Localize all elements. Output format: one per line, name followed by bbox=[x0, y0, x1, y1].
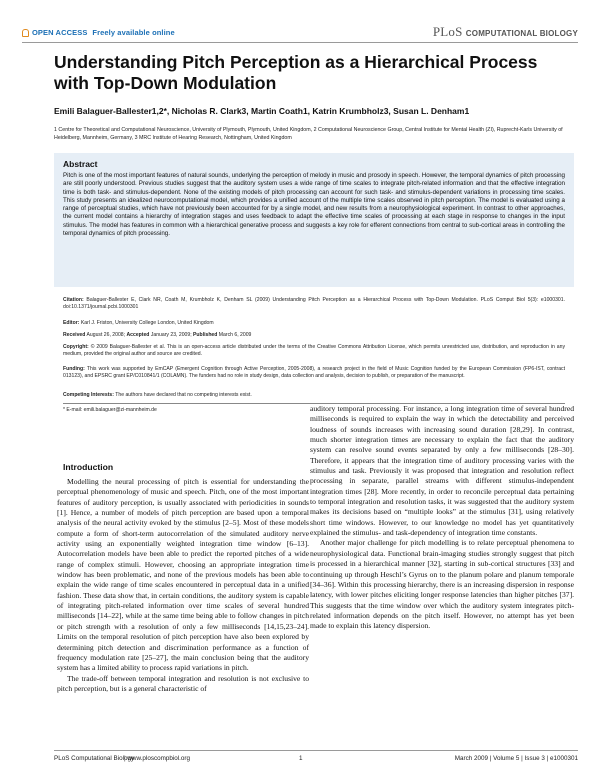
accepted-date: January 23, 2009; bbox=[150, 332, 192, 338]
footer-url-link[interactable]: | www.ploscompbiol.org bbox=[124, 755, 191, 762]
dates-block bbox=[63, 332, 565, 339]
citation-text: Balaguer-Ballester E, Clark NR, Coath M, Krumbholz K, Denham SL (2009) Understanding Pitch Perception as a Hierarchical Process with Top-Down Modulation. PLoS Comput Biol 5(3): e1000301. doi:10.1371/journal.pcbi.1000301 bbox=[63, 297, 565, 311]
header-divider bbox=[22, 42, 578, 43]
journal-logo-name: COMPUTATIONAL BIOLOGY bbox=[465, 29, 578, 38]
received-label: Received bbox=[63, 332, 86, 338]
author-list: Emili Balaguer-Ballester1,2*, Nicholas R. Clark3, Martin Coath1, Katrin Krumbholz3, Susan L. Denham1 bbox=[54, 106, 470, 116]
open-access-label: OPEN ACCESS bbox=[32, 28, 88, 37]
article-title: Understanding Pitch Perception as a Hierarchical Process with Top-Down Modulation bbox=[54, 52, 538, 93]
body-column-right bbox=[310, 404, 574, 632]
competing-interests-text: The authors have declared that no competing interests exist. bbox=[115, 392, 252, 398]
abstract-heading: Abstract bbox=[63, 159, 98, 169]
published-label: Published bbox=[193, 332, 218, 338]
page-number: 1 bbox=[299, 755, 303, 762]
intro-paragraph-3: auditory temporal processing. For instance, a long integration time of several hundred milliseconds is required to explain the way in which the detectability and perceived loudness of sounds increases with increasing sound duration [28,29]. In contrast, much shorter integration times are necessary to explain the fact that the auditory system can resolve sound events separated by only a few milliseconds [28–30]. Therefore, it appears that the integration time of auditory processing varies with the stimulus and task. Previously it was proposed that integration and resolution reflect processing in separate, parallel streams with different stimulus-independent integration times [28]. More recently, in order to reconcile perceptual data pertaining to temporal integration and resolution tasks, it was suggested that the auditory system makes its decisions based on “multiple looks” at the stimulus [31], using relatively short time windows. However, to our knowledge no model has yet quantitatively explained the stimulus- and task-dependency of integration time constants. bbox=[310, 404, 574, 538]
published-date: March 6, 2009 bbox=[218, 332, 252, 338]
footer-divider bbox=[54, 750, 578, 751]
open-lock-icon bbox=[22, 29, 29, 37]
intro-paragraph-2: The trade-off between temporal integration and resolution is not exclusive to pitch perception, but is a general characteristic of bbox=[57, 673, 309, 693]
free-availability-label: Freely available online bbox=[92, 28, 175, 37]
competing-interests-block bbox=[63, 392, 565, 399]
copyright-label: Copyright: bbox=[63, 344, 89, 350]
editor-block bbox=[63, 320, 565, 327]
footer-issue-info: March 2009 | Volume 5 | Issue 3 | e1000301 bbox=[454, 755, 578, 762]
abstract-text: Pitch is one of the most important features of natural sounds, underlying the perception of melody in music and prosody in speech. However, the temporal dynamics of pitch processing are still poorly understood. Previous studies suggest that the auditory system uses a wide range of time scales to integrate pitch-related information and that the effective integration time is both task- and stimulus-dependent. None of the existing models of pitch processing can account for such task- and stimulus-dependent variations in processing time scales. This study presents an idealized neurocomputational model, which provides a unified account of the multiple time scales observed in pitch perception. The model is evaluated using a range of perceptual studies, which have not previously been accounted for by a single model, and new results from a neurophysiological experiment. In contrast to other approaches, the current model contains a hierarchy of integration stages and uses feedback to adapt the effective time scales of processing at each stage in response to changes in the input stimulus. The model has features in common with a hierarchical generative process and suggests a key role for efferent connections from central to sub-cortical areas in controlling the temporal dynamics of pitch processing. bbox=[63, 172, 565, 238]
funding-block bbox=[63, 366, 565, 381]
citation-label: Citation: bbox=[63, 297, 84, 303]
journal-logo-plos: PLoS bbox=[432, 24, 463, 39]
intro-paragraph-4: Another major challenge for pitch modelling is to relate perceptual phenomena to neurophysiological data. Functional brain-imaging studies strongly suggest that pitch is processed in a hierarchical manner [32], starting in sub-cortical structures [33] and continuing up through Heschl’s Gyrus on to the planum polare and planum temporale [34–36]. Within this processing hierarchy, there is an increasing dispersion in response latency, with lower pitches eliciting longer response latencies than higher pitches [37]. This suggests that the time window over which the auditory system integrates pitch-related information depends on the pitch itself. However, no attempt has yet been made to explain this latency dispersion. bbox=[310, 538, 574, 631]
editor-label: Editor: bbox=[63, 320, 80, 326]
citation-block bbox=[63, 297, 565, 312]
body-column-left bbox=[57, 477, 309, 694]
affiliations: 1 Centre for Theoretical and Computational Neuroscience, University of Plymouth, Plymouth, United Kingdom, 2 Computational Neuroscience Group, Central Institute for Mental Health (ZI), Ruprecht-Karls University of Heidelberg, Mannheim, Germany, 3 MRC Institute of Hearing Research, Nottingham, United Kingdom bbox=[54, 127, 563, 142]
open-access-badge bbox=[22, 28, 175, 37]
introduction-heading: Introduction bbox=[63, 462, 114, 472]
competing-interests-label: Competing Interests: bbox=[63, 392, 114, 398]
footer-journal-name: PLoS Computational Biology bbox=[54, 755, 135, 762]
intro-paragraph-1: Modelling the neural processing of pitch is essential for understanding the perceptual phenomenology of music and speech. Pitch, one of the most important features of auditory perception, is usually associated with periodicities in sounds [1]. Hence, a number of models of pitch perception are based upon a temporal analysis of the neural activity evoked by the stimulus [2–5]. Most of these models compute a form of short-term autocorrelation of the simulated auditory nerve activity using an exponentially weighted integration time window [6–13]. Autocorrelation models have been able to predict the reported pitches of a wide range of complex stimuli. However, choosing an appropriate integration time window has been problematic, and none of the previous models has been able to explain the wide range of time scales encountered in perceptual data in a unified fashion. These data show that, in certain conditions, the auditory system is capable of integrating pitch-related information over time scales of several hundred milliseconds [14–22], while at the same time being able to follow changes in pitch or pitch strength with a resolution of only a few milliseconds [14,15,23–24]. Limits on the temporal resolution of pitch perception have also been explored by determining pitch detection and discrimination performance as a function of frequency modulation rate [25–27], the main conclusion being that the auditory system has a limited ability to process rapid variations in pitch. bbox=[57, 477, 309, 673]
email-line: * E-mail: emili.balaguer@zi-mannheim.de bbox=[63, 407, 157, 413]
accepted-label: Accepted bbox=[126, 332, 150, 338]
received-date: August 26, 2008; bbox=[86, 332, 126, 338]
journal-logo bbox=[433, 24, 578, 40]
copyright-text: © 2009 Balaguer-Ballester et al. This is an open-access article distributed under the terms of the Creative Commons Attribution License, which permits unrestricted use, distribution, and reproduction in any medium, provided the original author and source are credited. bbox=[63, 344, 565, 358]
funding-text: This work was supported by EmCAP (Emergent Cognition through Active Perception, 2005-2008), a research project in the field of Music Cognition funded by the European Commission (FP6-IST, contract 013123), and EPSRC grant EP/C010841/1 (COLAMN). The funders had no role in study design, data collection and analysis, decision to publish, or preparation of the manuscript. bbox=[63, 366, 565, 380]
funding-label: Funding: bbox=[63, 366, 85, 372]
editor-text: Karl J. Friston, University College London, United Kingdom bbox=[80, 320, 214, 326]
copyright-block bbox=[63, 344, 565, 359]
